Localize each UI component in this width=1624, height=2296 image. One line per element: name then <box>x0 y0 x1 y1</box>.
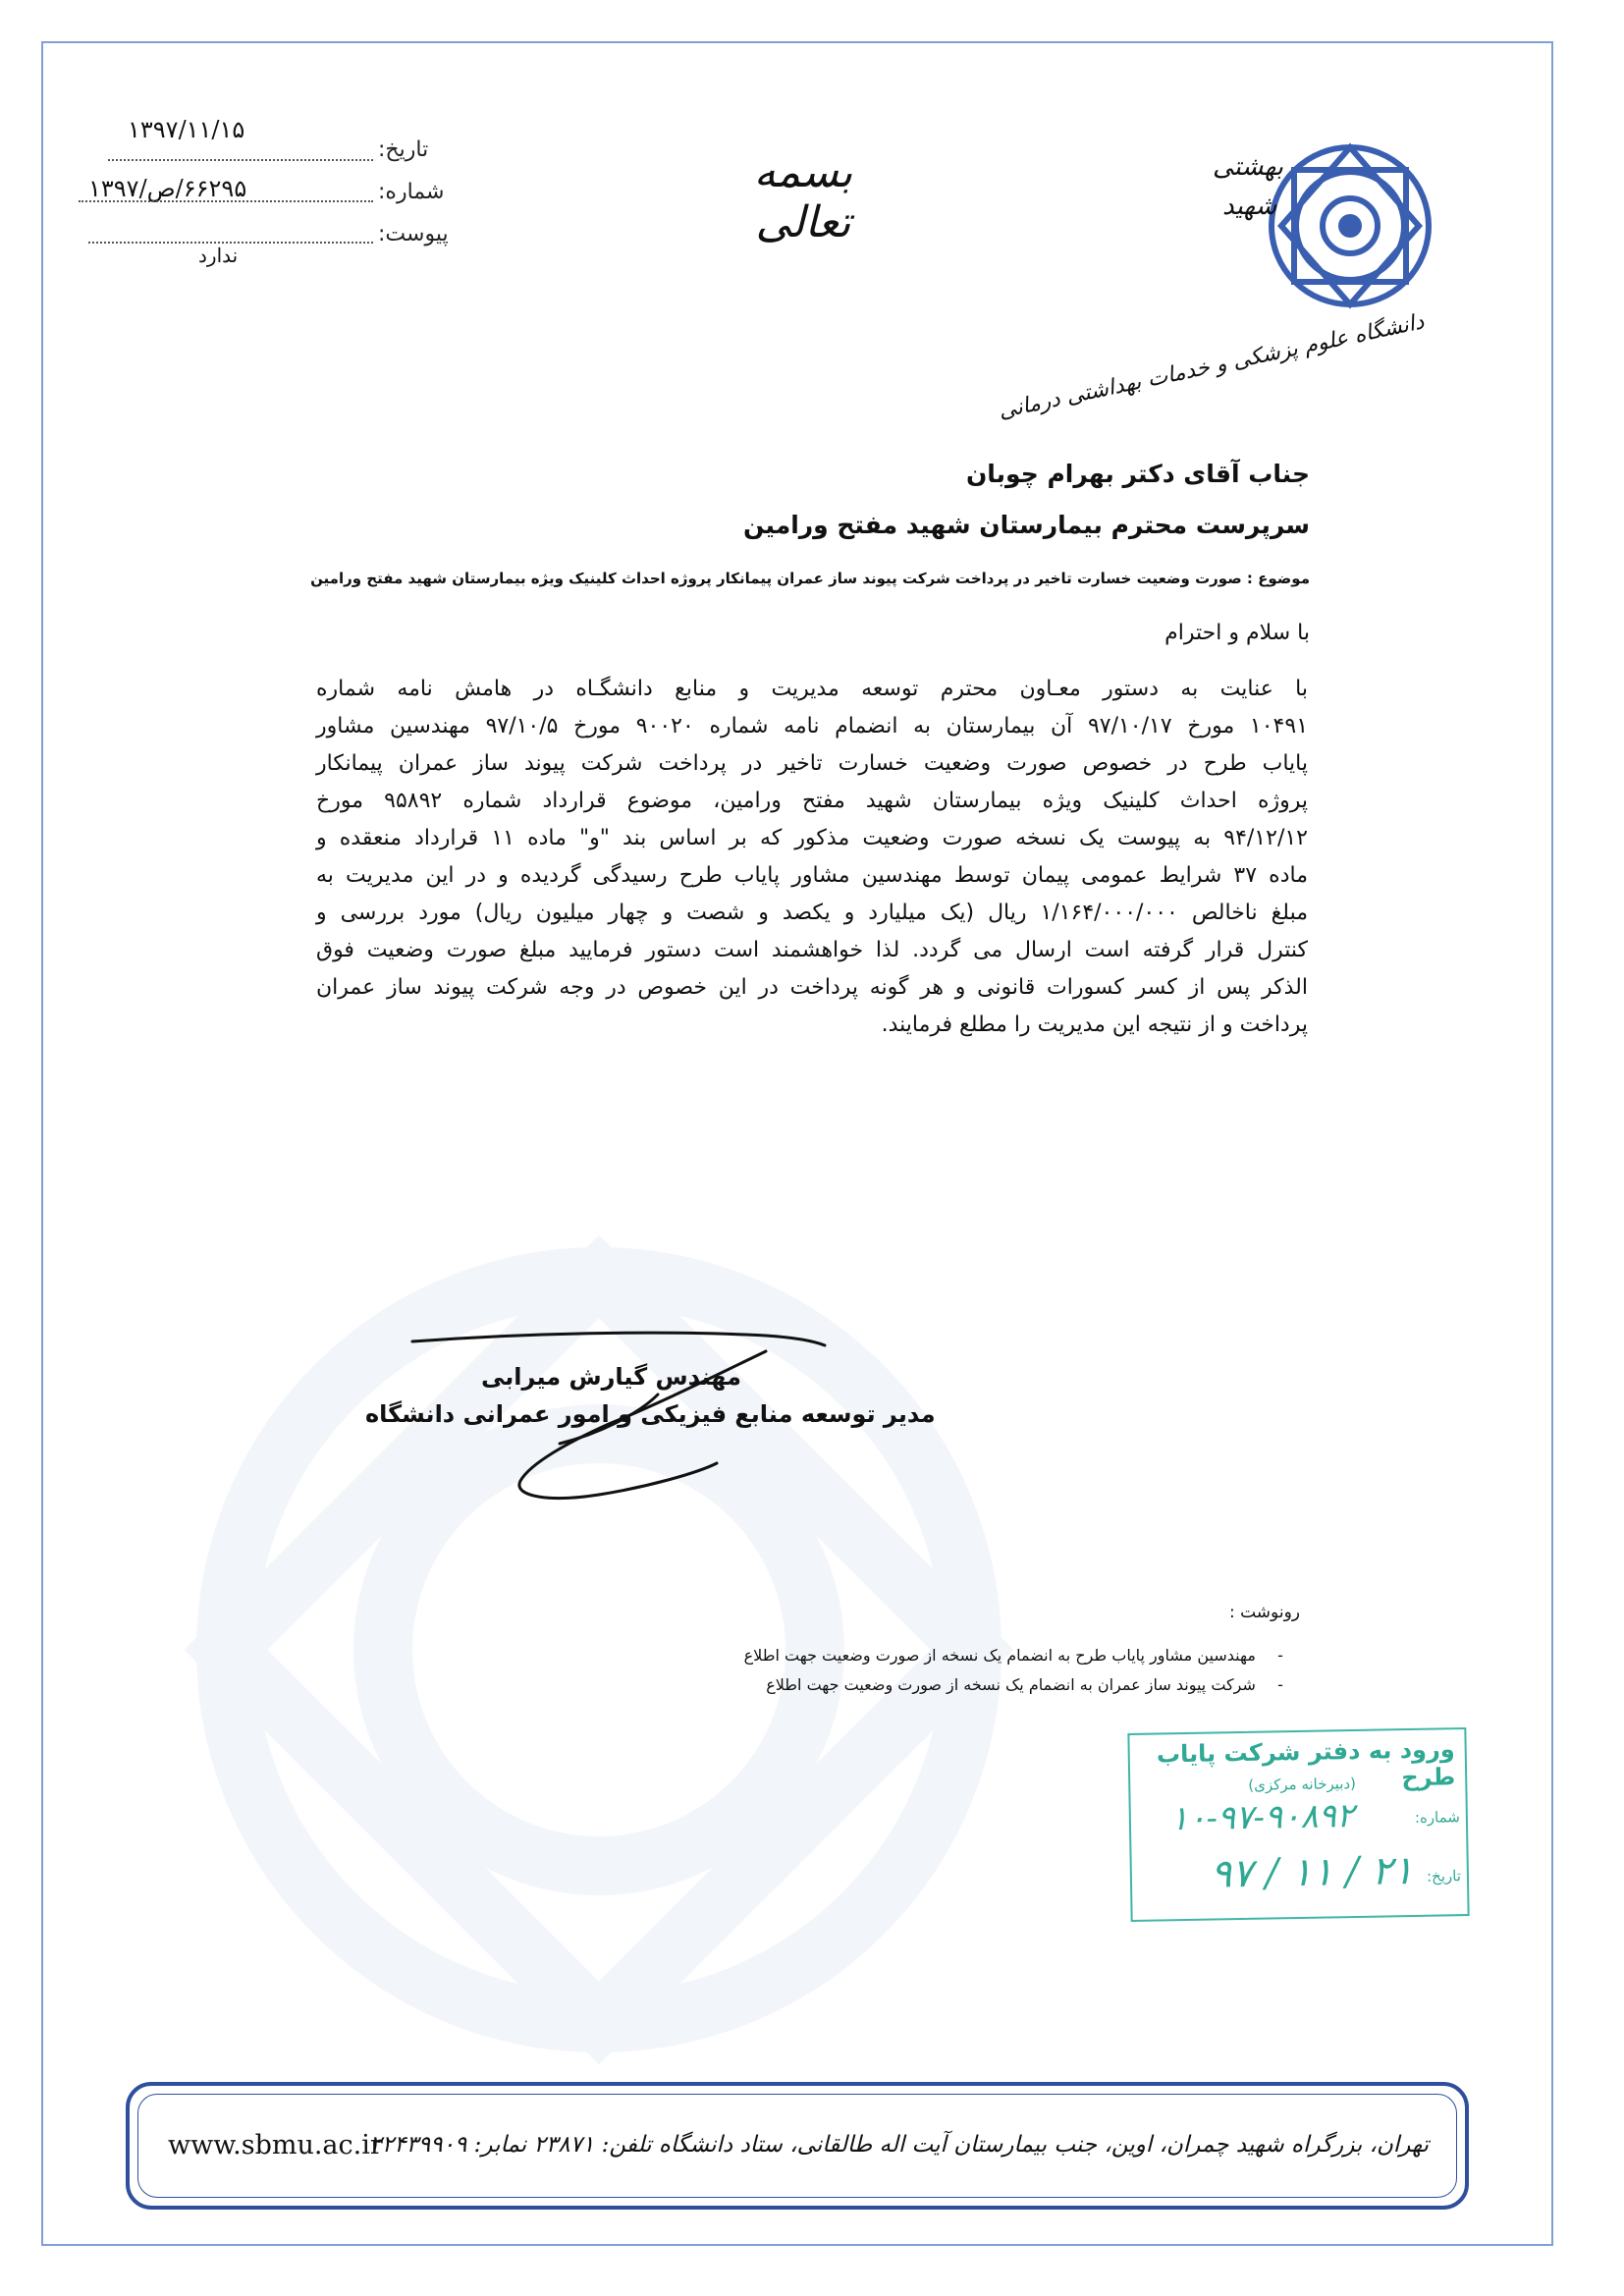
greeting: با سلام و احترام <box>1164 621 1310 645</box>
stamp-subtitle: (دبیرخانه مرکزی) <box>1248 1774 1357 1794</box>
body-line-5: ۹۴/۱۲/۱۲ به پیوست یک نسخه صورت وضعیت مذکور که بر اساس بند "و" ماده ۱۱ قرارداد منعقده و <box>316 826 1308 850</box>
cc-item-2 <box>766 1675 1300 1694</box>
body-line-8: کنترل قرار گرفته است ارسال می گردد. لذا خواهشمند است دستور فرمایید مبلغ صورت وضعیت فوق <box>316 938 1308 962</box>
footer-box <box>126 2082 1469 2210</box>
attachment-value: ندارد <box>198 244 239 267</box>
number-value: ۶۶۲۹۵/ص/۱۳۹۷ <box>88 175 247 202</box>
number-label: شماره: <box>378 180 445 204</box>
cc-item-1-text: مهندسین مشاور پایاب طرح به انضمام یک نسخه از صورت وضعیت جهت اطلاع <box>743 1646 1256 1665</box>
stamp-date-label: تاریخ: <box>1426 1867 1462 1886</box>
subject-line: موضوع : صورت وضعیت خسارت تاخیر در پرداخت شرکت پیوند ساز عمران پیمانکار پروژه احداث کلینیک ویژه بیمارستان شهید مفتح ورامین <box>310 570 1310 587</box>
stamp-number-label: شماره: <box>1414 1808 1461 1827</box>
number-line <box>79 200 373 202</box>
stamp-number-value: ۱۰-۹۷-۹۰۸۹۲ <box>1169 1796 1355 1839</box>
addressee-title: سرپرست محترم بیمارستان شهید مفتح ورامین <box>743 511 1310 539</box>
logo-text-line3: بهشتی <box>1213 152 1283 182</box>
body-line-10: پرداخت و از نتیجه این مدیریت را مطلع فرمایند. <box>881 1012 1308 1037</box>
cc-label: رونوشت : <box>1228 1603 1300 1622</box>
body-line-9: الذکر پس از کسر کسورات قانونی و هر گونه پرداخت در این خصوص در وجه شرکت پیوند ساز عمران <box>316 975 1308 1000</box>
body-line-2: ۱۰۴۹۱ مورخ ۹۷/۱۰/۱۷ آن بیمارستان به انضمام نامه شماره ۹۰۰۲۰ مورخ ۹۷/۱۰/۵ مهندسین مشاور <box>316 714 1309 738</box>
body-line-4: پروژه احداث کلینیک ویژه بیمارستان شهید مفتح ورامین، موضوع قرارداد شماره ۹۵۸۹۲ مورخ <box>316 789 1308 813</box>
university-logo <box>996 137 1438 424</box>
date-line <box>108 159 373 161</box>
stamp-title: ورود به دفتر شرکت پایاب طرح <box>1156 1735 1456 1792</box>
footer-website: www.sbmu.ac.ir <box>168 2130 383 2160</box>
cc-dash: - <box>1277 1675 1283 1694</box>
signatory-name: مهندس گیارش میرابی <box>481 1363 741 1391</box>
signatory-title: مدیر توسعه منابع فیزیکی و امور عمرانی دانشگاه <box>365 1400 936 1428</box>
date-value: ۱۳۹۷/۱۱/۱۵ <box>128 116 245 143</box>
stamp-date-value: ۹۷ / ۱۱ / ۲۱ <box>1210 1847 1414 1897</box>
footer-inner-border <box>137 2094 1457 2198</box>
attachment-label: پیوست: <box>378 222 449 246</box>
body-line-1: با عنایت به دستور معـاون محترم توسعه مدیریت و منابع دانشگـاه در هامش نامه شماره <box>316 677 1308 701</box>
body-line-6: ماده ۳۷ شرایط عمومی پیمان توسط مهندسین مشاور پایاب طرح رسیدگی گردیده و در این مدیریت به <box>316 863 1308 888</box>
addressee-name: جناب آقای دکتر بهرام چوبان <box>965 460 1310 488</box>
body-line-3: پایاب طرح در خصوص صورت وضعیت خسارت تاخیر در پرداخت شرکت پیوند ساز عمران پیمانکار <box>316 751 1308 776</box>
cc-item-2-text: شرکت پیوند ساز عمران به انضمام یک نسخه از صورت وضعیت جهت اطلاع <box>766 1675 1256 1694</box>
footer-address: تهران، بزرگراه شهید چمران، اوین، جنب بیمارستان آیت اله طالقانی، ستاد دانشگاه تلفن: ۲۳۸۷۱ نمابر: ۲۲۴۳۹۹۰۹ <box>369 2132 1429 2158</box>
basmala: بسمه تعالی <box>753 147 853 247</box>
body-line-7: مبلغ ناخالص ۱/۱۶۴/۰۰۰/۰۰۰ ریال (یک میلیارد و یکصد و شصت و چهار میلیون ریال) مورد بررسی و <box>316 901 1308 925</box>
cc-item-1 <box>744 1646 1300 1665</box>
received-stamp <box>1127 1727 1469 1922</box>
rosette-icon <box>1262 137 1438 314</box>
date-label: تاریخ: <box>378 137 429 162</box>
logo-text-line1: دانشگاه علوم پزشکی و خدمات بهداشتی درمانی <box>996 309 1427 424</box>
logo-text-line2: شهید <box>1222 191 1277 221</box>
cc-dash: - <box>1277 1646 1283 1665</box>
